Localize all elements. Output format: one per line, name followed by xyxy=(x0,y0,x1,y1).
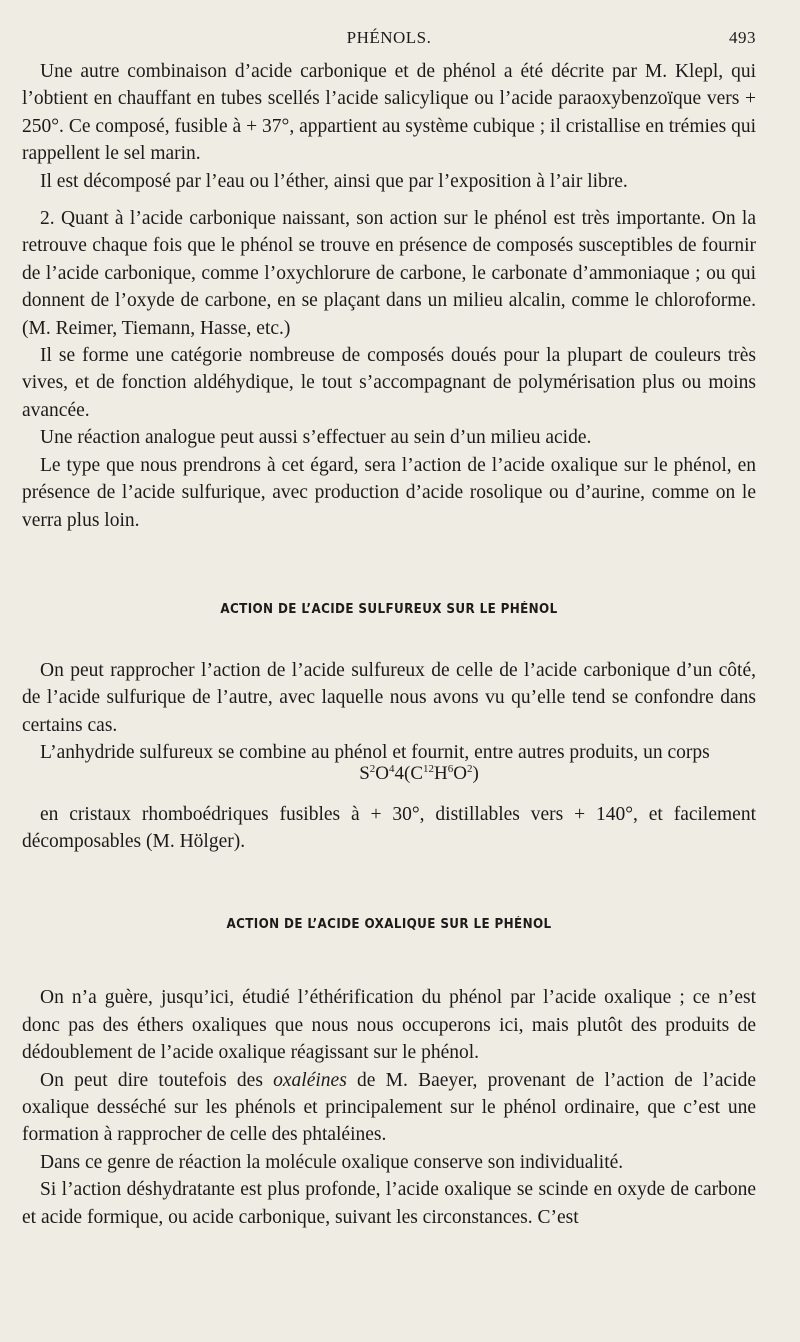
paragraph: 2. Quant à l’acide carbonique naissant, son action sur le phénol est très importante. On la retrouve chaque fois que le phénol se trouve en présence de composés susceptibles de fournir de l’acide carbonique, comme l’oxychlorure de carbone, le carbonate d’ammoniaque ; ou qui donnent de l’oxyde de carbone, en se plaçant dans un milieu alcalin, comme le chloroforme. (M. Reimer, Tiemann, Hasse, etc.) xyxy=(22,208,756,339)
running-title: PHÉNOLS. xyxy=(346,28,432,47)
paragraph: On peut dire toutefois des oxaléines de M. Baeyer, provenant de l’action de l’acide oxalique desséché sur les phénols et principalement sur le phénol ordinaire, que c’est une formation à rapprocher de celle des phtaléines. xyxy=(22,1069,756,1146)
paragraph: Il est décomposé par l’eau ou l’éther, ainsi que par l’exposition à l’air libre. xyxy=(40,170,628,192)
chemical-formula: $S^2O^44(C^{12}H^6O^2)$ xyxy=(359,762,479,784)
paragraph: en cristaux rhomboédriques fusibles à + 30°, distillables vers + 140°, et facilement décomposables (M. Hölger). xyxy=(22,803,756,852)
paragraph: L’anhydride sulfureux se combine au phénol et fournit, entre autres produits, un corps xyxy=(40,742,710,764)
paragraph: Le type que nous prendrons à cet égard, sera l’action de l’acide oxalique sur le phénol, en présence de l’acide sulfurique, avec production d’acide rosolique ou d’aurine, comme on le verra plus loin. xyxy=(22,454,756,531)
page-number: 493 xyxy=(729,28,756,47)
paragraph: Il se forme une catégorie nombreuse de composés doués pour la plupart de couleurs très vives, et de fonction aldéhydique, le tout s’accompagnant de polymérisation plus ou moins avancée. xyxy=(22,345,756,421)
page-header xyxy=(22,24,756,58)
emphasis-term: oxaléines xyxy=(273,1069,347,1091)
paragraph: Une autre combinaison d’acide carbonique et de phénol a été décrite par M. Klepl, qui l’obtient en chauffant en tubes scellés l’acide salicylique ou l’acide paraoxybenzoïque vers + 250°. Ce composé, fusible à + 37°, appartient au système cubique ; il cristallise en trémies qui rappellent le sel marin. xyxy=(22,61,756,165)
paragraph: Si l’action déshydratante est plus profonde, l’acide oxalique se scinde en oxyde de carbone et acide formique, ou acide carbonique, suivant les circonstances. C’est xyxy=(22,1179,756,1228)
paragraph: On peut rapprocher l’action de l’acide sulfureux de celle de l’acide carbonique d’un côté, de l’acide sulfurique de l’autre, avec laquelle nous avons vu qu’elle tend se confondre dans certains cas. xyxy=(22,659,756,736)
section-heading: ACTION DE L’ACIDE SULFUREUX SUR LE PHÉNOL xyxy=(220,601,558,617)
paragraph: On n’a guère, jusqu’ici, étudié l’éthérification du phénol par l’acide oxalique ; ce n’est donc pas des éthers oxaliques que nous nous occuperons ici, mais plutôt des produits de dédoublement de l’acide oxalique réagissant sur le phénol. xyxy=(22,987,756,1064)
paragraph: Dans ce genre de réaction la molécule oxalique conserve son individualité. xyxy=(40,1151,624,1173)
paragraph: Une réaction analogue peut aussi s’effectuer au sein d’un milieu acide. xyxy=(40,427,592,449)
section-heading: ACTION DE L’ACIDE OXALIQUE SUR LE PHÉNOL xyxy=(226,917,552,933)
